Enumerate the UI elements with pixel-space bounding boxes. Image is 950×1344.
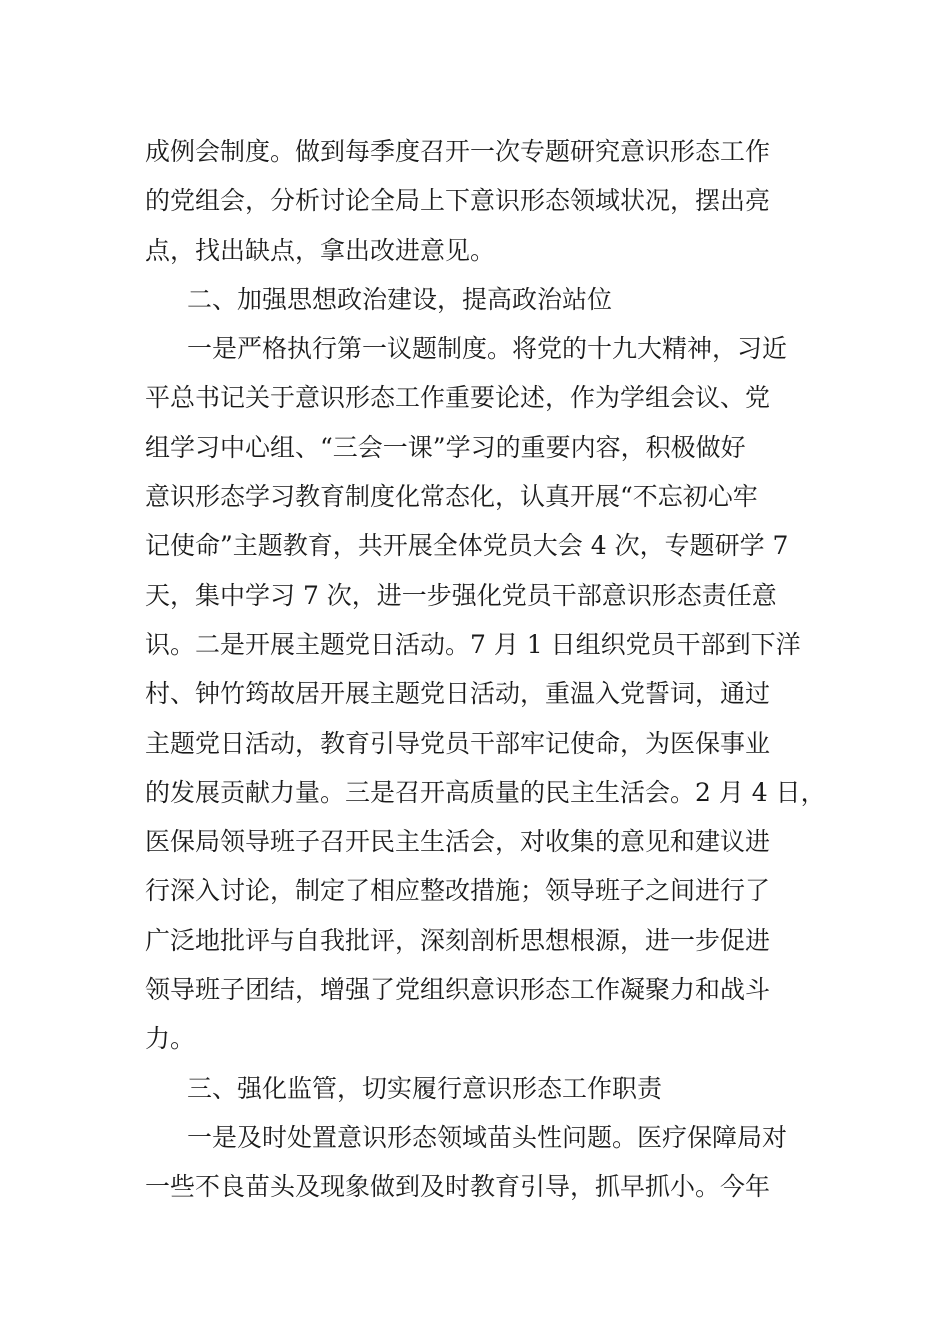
text-line: 记使命”主题教育，共开展全体党员大会 4 次，专题研学 7 [145, 531, 789, 561]
text-line: 一是及时处置意识形态领域苗头性问题。医疗保障局对 [187, 1122, 788, 1152]
text-line: 村、钟竹筠故居开展主题党日活动，重温入党誓词，通过 [145, 679, 771, 709]
text-line: 点，找出缺点，拿出改进意见。 [145, 235, 496, 265]
section-heading: 二、加强思想政治建设，提高政治站位 [187, 284, 613, 314]
text-line: 力。 [145, 1024, 196, 1054]
text-line: 的党组会，分析讨论全局上下意识形态领域状况，摆出亮 [145, 186, 771, 216]
text-line: 一是严格执行第一议题制度。将党的十九大精神，习近 [187, 334, 788, 364]
text-line: 组学习中心组、“三会一课”学习的重要内容，积极做好 [145, 432, 746, 462]
text-line: 主题党日活动，教育引导党员干部牢记使命，为医保事业 [145, 728, 771, 758]
document-body [145, 127, 826, 1212]
text-line: 平总书记关于意识形态工作重要论述，作为学组会议、党 [145, 383, 771, 413]
text-line: 医保局领导班子召开民主生活会，对收集的意见和建议进 [145, 827, 771, 857]
section-heading: 三、强化监管，切实履行意识形态工作职责 [187, 1073, 663, 1103]
text-line: 广泛地批评与自我批评，深刻剖析思想根源，进一步促进 [145, 925, 771, 955]
text-line: 识。二是开展主题党日活动。7 月 1 日组织党员干部到下洋 [145, 629, 801, 659]
text-line: 领导班子团结，增强了党组织意识形态工作凝聚力和战斗 [145, 975, 771, 1005]
text-line: 成例会制度。做到每季度召开一次专题研究意识形态工作 [145, 137, 771, 166]
text-line: 天，集中学习 7 次，进一步强化党员干部意识形态责任意 [145, 580, 777, 610]
text-line: 意识形态学习教育制度化常态化，认真开展“不忘初心牢 [145, 482, 758, 512]
text-line: 的发展贡献力量。三是召开高质量的民主生活会。2 月 4 日， [145, 777, 826, 807]
text-line: 一些不良苗头及现象做到及时教育引导，抓早抓小。今年 [145, 1172, 771, 1202]
text-line: 行深入讨论，制定了相应整改措施；领导班子之间进行了 [145, 876, 771, 906]
